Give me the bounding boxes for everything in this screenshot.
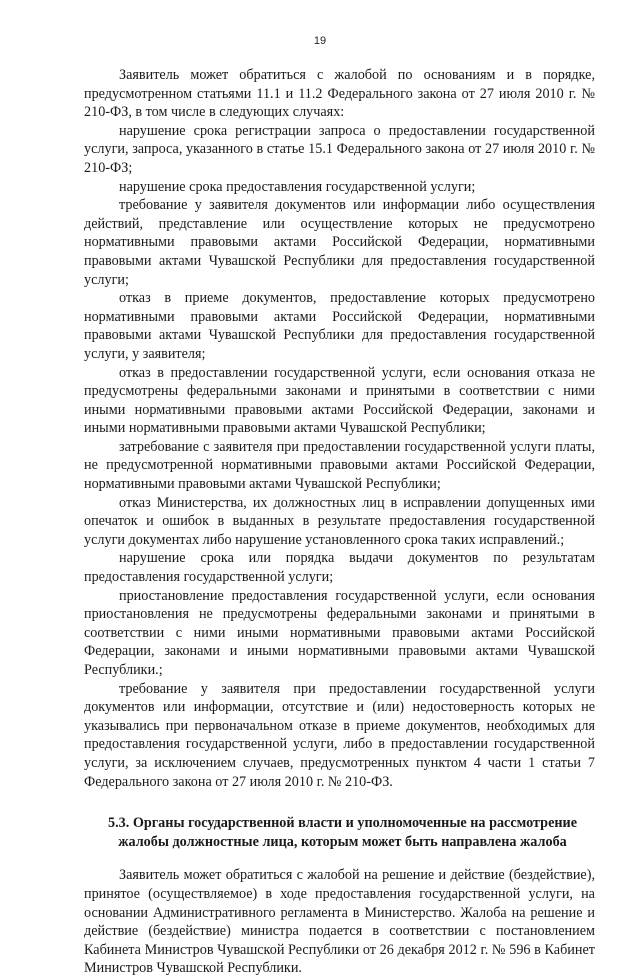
document-body (84, 66, 595, 978)
paragraph-refusal-to-provide-service: отказ в предоставлении государственной услуги, если основания отказа не предусмотрены федеральными законами и принятыми в соответствии с ними иными нормативными правовыми актами Российской Федерации, законами и иными нормативными правовыми актами Чувашской Республики; (84, 364, 595, 437)
page-number: 19 (313, 35, 327, 47)
paragraph-service-deadline-violation: нарушение срока предоставления государственной услуги; (119, 178, 476, 195)
paragraph-extra-documents-requirement: требование у заявителя документов или информации либо осуществления действий, представление или осуществление которых не предусмотрено нормативными правовыми актами Российской Федерации, нормативными правовыми актами Чувашской Республики для предоставления государственной услуги; (84, 197, 595, 288)
paragraph-registration-deadline-violation: нарушение срока регистрации запроса о предоставлении государственной услуги, запроса, указанного в статье 15.1 Федерального закона от 27 июля 2010 г. № 210-ФЗ; (84, 122, 595, 176)
paragraph-unlisted-documents-requirement: требование у заявителя при предоставлении государственной услуги документов или информации, отсутствие и (или) недостоверность которых не указывались при первоначальном отказе в приеме документов, необходимых для предоставления государственной услуги, либо в предоставлении государственной услуги, за исключением случаев, предусмотренных пунктом 4 части 1 статьи 7 Федерального закона от 27 июля 2010 г. № 210-ФЗ. (84, 680, 595, 790)
paragraph-refusal-to-correct-errors: отказ Министерства, их должностных лиц в исправлении допущенных ими опечаток и ошибок в выданных в результате предоставления государственной услуги документах либо нарушение установленного срока таких исправлений.; (84, 494, 595, 548)
paragraph-refusal-to-accept-documents: отказ в приеме документов, предоставление которых предусмотрено нормативными правовыми актами Российской Федерации, нормативными правовыми актами Чувашской Республики для предоставления государственной услуги, у заявителя; (84, 290, 595, 362)
section-heading-5-3: 5.3. Органы государственной власти и уполномоченные на рассмотрение жалобы должностные лица, которым может быть направлена жалоба (107, 815, 578, 850)
paragraph-complaint-grounds-intro: Заявитель может обратиться с жалобой по основаниям и в порядке, предусмотренном статьями 11.1 и 11.2 Федерального закона от 27 июля 2010 г. № 210-ФЗ, в том числе в следующих случаях: (84, 67, 595, 121)
paragraph-issuance-deadline-violation: нарушение срока или порядка выдачи документов по результатам предоставления государственной услуги; (84, 550, 595, 586)
paragraph-complaint-addressee: Заявитель может обратиться с жалобой на решение и действие (бездействие), принятое (осуществляемое) в ходе предоставления государственной услуги, на основании Административного регламента в Министерство. Жалоба на решение и действие (бездействие) министра подается в соответствии с постановлением Кабинета Министров Чувашской Республики от 26 декабря 2012 г. № 596 в Кабинет Министров Чувашской Республики. (84, 867, 595, 977)
paragraph-unlawful-fee: затребование с заявителя при предоставлении государственной услуги платы, не предусмотренной нормативными правовыми актами Российской Федерации, нормативными правовыми актами Чувашской Республики; (84, 438, 595, 493)
paragraph-service-suspension: приостановление предоставления государственной услуги, если основания приостановления не предусмотрены федеральными законами и принятыми в соответствии с ними иными нормативными правовыми актами Российской Федерации, законами и иными нормативными правовыми актами Чувашской Республики.; (84, 587, 595, 678)
